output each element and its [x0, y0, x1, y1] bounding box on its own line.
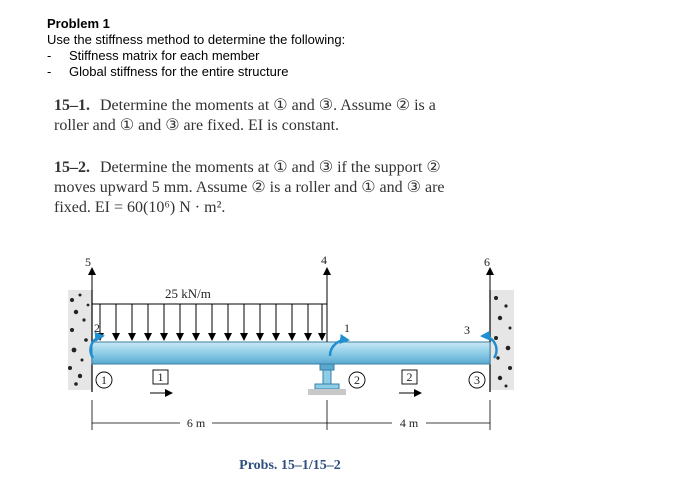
- problem-text-line: Determine the moments at ① and ③ if the support ②: [100, 159, 441, 176]
- roller-support: [308, 364, 346, 395]
- svg-text:3: 3: [474, 373, 480, 387]
- code-label-6: 6: [484, 255, 490, 269]
- figure-caption: Probs. 15–1/15–2: [239, 458, 341, 473]
- problem-text-line: Determine the moments at ① and ③. Assume ② is a: [100, 97, 436, 114]
- code-label-3: 3: [464, 323, 470, 337]
- dimension-6m: 6 m: [186, 416, 206, 430]
- problem-number: 15–2.: [54, 159, 90, 176]
- problem-text-line: fixed. EI = 60(10⁶) N · m².: [54, 199, 226, 216]
- svg-text:2: 2: [354, 373, 360, 387]
- svg-text:1: 1: [101, 373, 107, 387]
- svg-text:1: 1: [157, 370, 164, 384]
- list-item-text: Stiffness matrix for each member: [69, 48, 260, 63]
- code-label-1: 1: [344, 321, 350, 335]
- code-label-2: 2: [94, 321, 100, 335]
- svg-text:2: 2: [406, 370, 413, 384]
- problem-text-line: roller and ① and ③ are fixed. EI is constant.: [54, 117, 340, 134]
- problem-number: 15–1.: [54, 97, 90, 114]
- node-label-3: [469, 372, 485, 388]
- dimension-4m: 4 m: [399, 416, 419, 430]
- list-item-text: Global stiffness for the entire structure: [69, 64, 289, 79]
- member-label-2: [399, 370, 421, 393]
- code-label-4: 4: [321, 253, 327, 267]
- list-bullet: -: [47, 64, 52, 79]
- code-label-5: 5: [85, 255, 91, 269]
- problem-intro: Use the stiffness method to determine the following:: [47, 32, 346, 47]
- problem-title: Problem 1: [47, 16, 110, 31]
- dimension-lines: [92, 400, 490, 430]
- node-label-2: [349, 372, 365, 388]
- node-label-1: [96, 372, 112, 388]
- beam: [92, 342, 490, 364]
- distributed-load: [92, 304, 327, 340]
- left-fixed-support: [68, 290, 92, 392]
- list-bullet: -: [47, 48, 52, 63]
- member-label-1: [150, 370, 172, 393]
- load-label: 25 kN/m: [165, 286, 211, 301]
- problem-text-line: moves upward 5 mm. Assume ② is a roller and ① and ③ are: [54, 179, 445, 196]
